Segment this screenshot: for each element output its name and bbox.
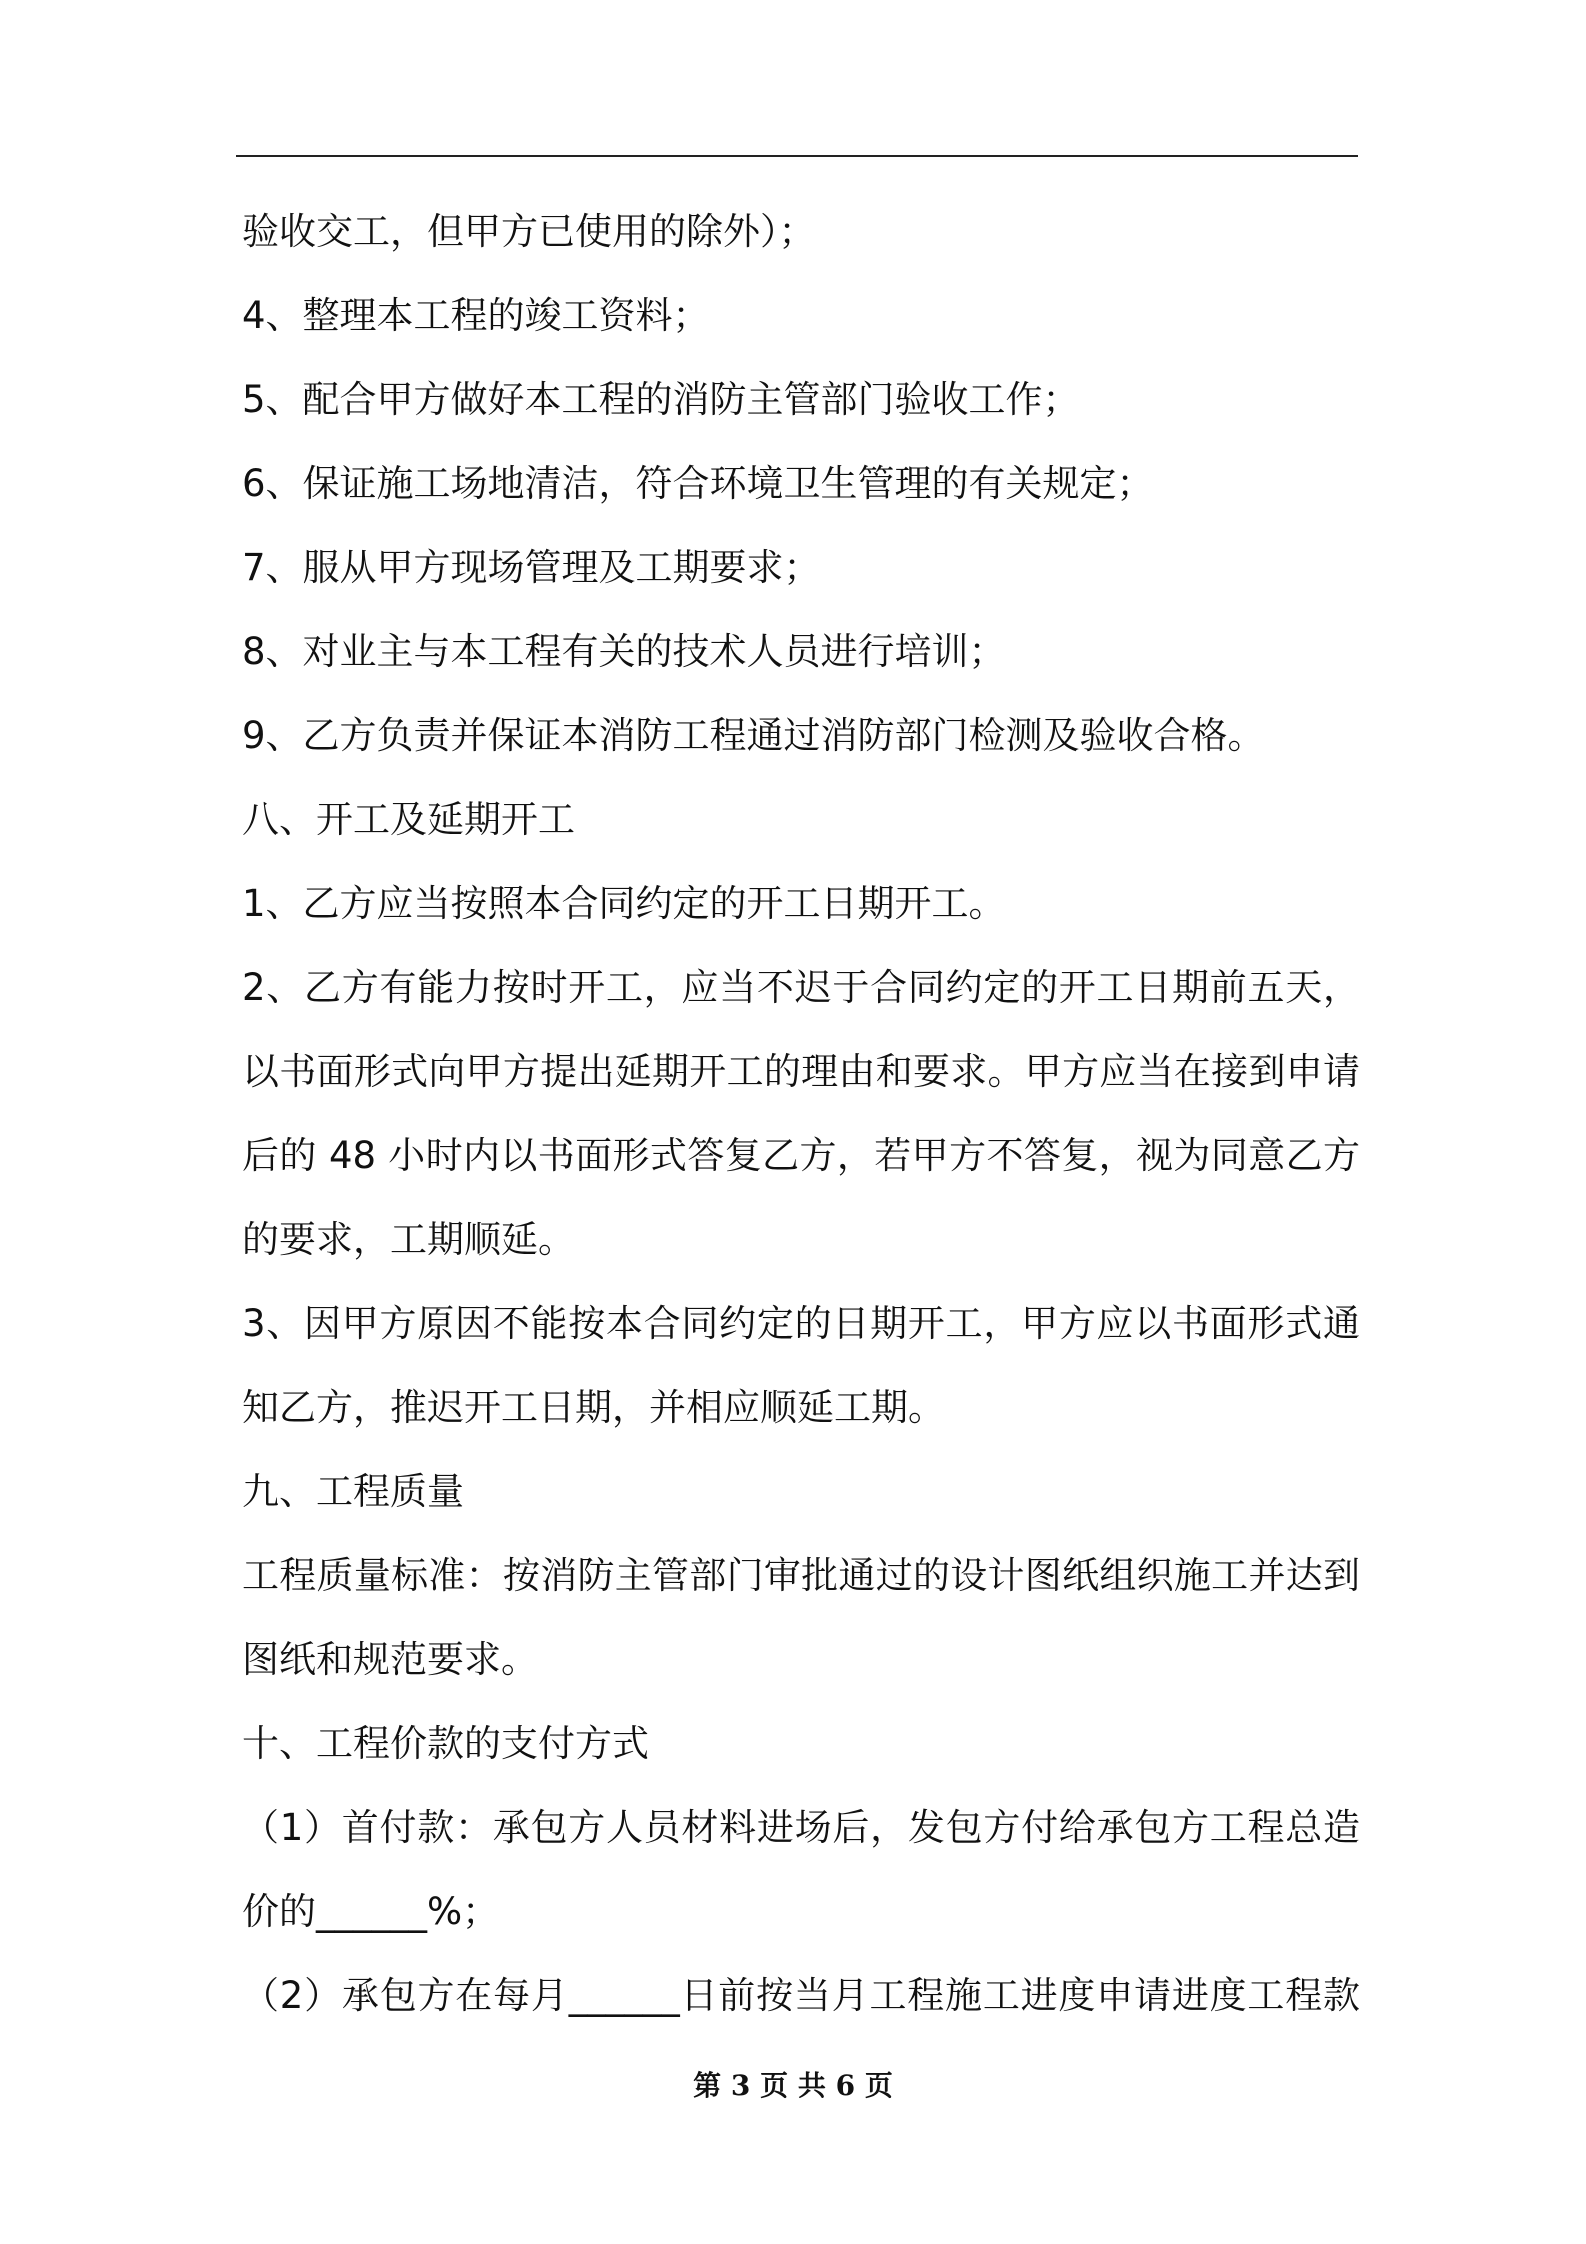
- header-rule: [236, 155, 1358, 157]
- text-line-5: 7、服从甲方现场管理及工期要求；: [242, 546, 821, 589]
- section-heading-8: 八、开工及延期开工: [242, 798, 575, 841]
- text-line-12: 后的 48 小时内以书面形式答复乙方，若甲方不答复，视为同意乙方: [242, 1134, 1360, 1177]
- document-body: [242, 190, 1360, 2038]
- text-line-3: 5、配合甲方做好本工程的消防主管部门验收工作；: [242, 378, 1080, 421]
- text-line-10: 2、乙方有能力按时开工，应当不迟于合同约定的开工日期前五天，: [242, 966, 1360, 1009]
- text-line-9: 1、乙方应当按照本合同约定的开工日期开工。: [242, 882, 1006, 925]
- page-number: 第 3 页 共 6 页: [693, 2069, 893, 2102]
- section-heading-9: 九、工程质量: [242, 1470, 464, 1513]
- text-line-7: 9、乙方负责并保证本消防工程通过消防部门检测及验收合格。: [242, 714, 1265, 757]
- text-line-22: （2）承包方在每月______日前按当月工程施工进度申请进度工程款: [242, 1974, 1360, 2017]
- text-line-2: 4、整理本工程的竣工资料；: [242, 294, 710, 337]
- text-line-13: 的要求，工期顺延。: [242, 1218, 575, 1261]
- text-line-21: 价的______%；: [242, 1890, 500, 1933]
- text-line-18: 图纸和规范要求。: [242, 1638, 538, 1681]
- text-line-15: 知乙方，推迟开工日期，并相应顺延工期。: [242, 1386, 945, 1429]
- section-heading-10: 十、工程价款的支付方式: [242, 1722, 649, 1765]
- text-line-14: 3、因甲方原因不能按本合同约定的日期开工，甲方应以书面形式通: [242, 1302, 1360, 1345]
- text-line-6: 8、对业主与本工程有关的技术人员进行培训；: [242, 630, 1006, 673]
- text-line-11: 以书面形式向甲方提出延期开工的理由和要求。甲方应当在接到申请: [242, 1050, 1360, 1093]
- text-line-4: 6、保证施工场地清洁，符合环境卫生管理的有关规定；: [242, 462, 1154, 505]
- text-line-17: 工程质量标准：按消防主管部门审批通过的设计图纸组织施工并达到: [242, 1554, 1360, 1597]
- text-line-20: （1）首付款：承包方人员材料进场后，发包方付给承包方工程总造: [242, 1806, 1360, 1849]
- text-line-1: 验收交工，但甲方已使用的除外）；: [242, 210, 816, 253]
